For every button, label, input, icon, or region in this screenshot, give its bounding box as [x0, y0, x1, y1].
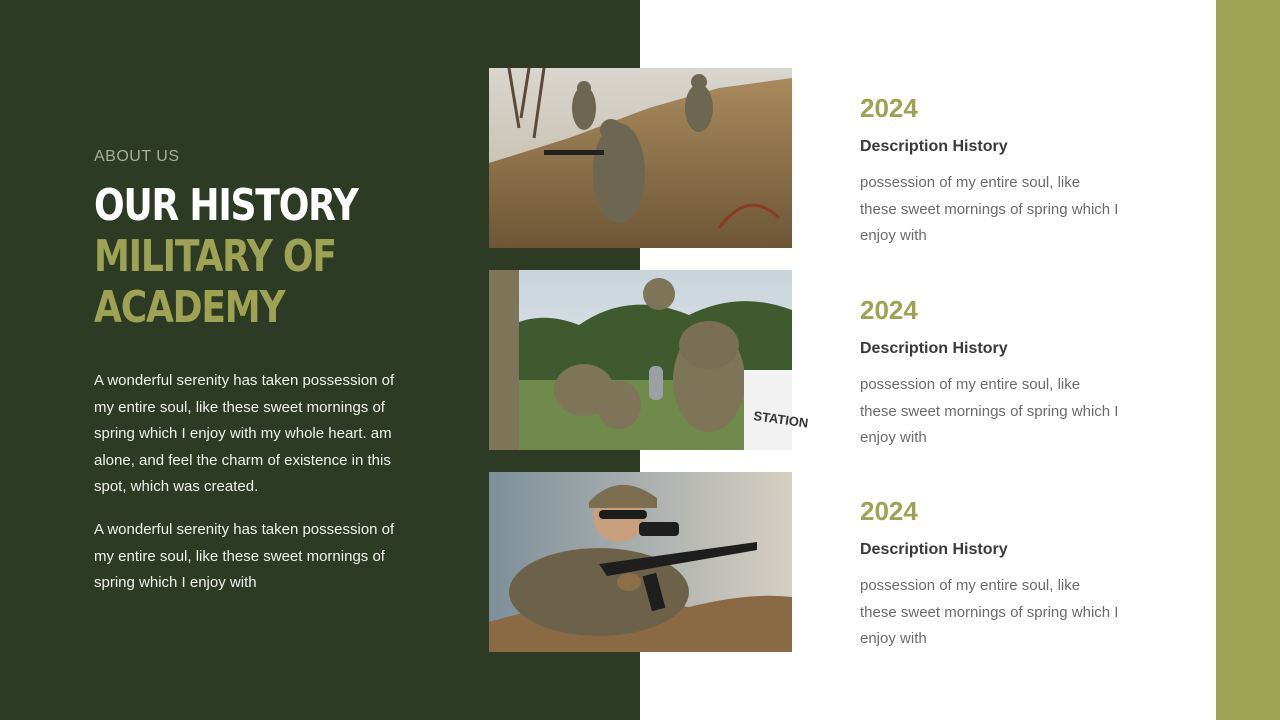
timeline-year: 2024 [860, 496, 918, 526]
page-title [94, 180, 358, 333]
title-line-2: MILITARY OF [94, 231, 336, 282]
timeline-year: 2024 [860, 93, 918, 123]
title-line-3: ACADEMY [94, 282, 285, 333]
timeline-entry [860, 92, 1160, 250]
section-eyebrow: ABOUT US [94, 148, 180, 165]
soldiers-training-photo [489, 270, 810, 450]
svg-text:STATION: STATION [752, 408, 810, 431]
timeline-description: possession of my entire soul, like these sweet mornings of spring which I enjoy with [860, 174, 1119, 244]
timeline-description: possession of my entire soul, like these sweet mornings of spring which I enjoy with [860, 577, 1119, 647]
about-paragraph-2: A wonderful serenity has taken possession of my entire soul, like these sweet mornings of spring which I enjoy with [94, 521, 395, 591]
timeline-year: 2024 [860, 295, 918, 325]
soldiers-on-hill-photo [489, 68, 792, 248]
timeline-description: possession of my entire soul, like these sweet mornings of spring which I enjoy with [860, 376, 1119, 446]
timeline-entry [860, 495, 1160, 653]
soldier-aiming-rifle-photo [489, 472, 792, 652]
timeline-entry [860, 294, 1160, 452]
title-line-1: OUR HISTORY [94, 180, 358, 231]
timeline-title: Description History [860, 138, 1008, 155]
about-paragraph-1: A wonderful serenity has taken possession of my entire soul, like these sweet mornings of spring which I enjoy with my whole heart. am alone, and feel the charm of existence in this spot, which was created. [94, 372, 395, 495]
timeline-title: Description History [860, 340, 1008, 357]
right-accent-band [1216, 0, 1280, 720]
timeline-title: Description History [860, 541, 1008, 558]
